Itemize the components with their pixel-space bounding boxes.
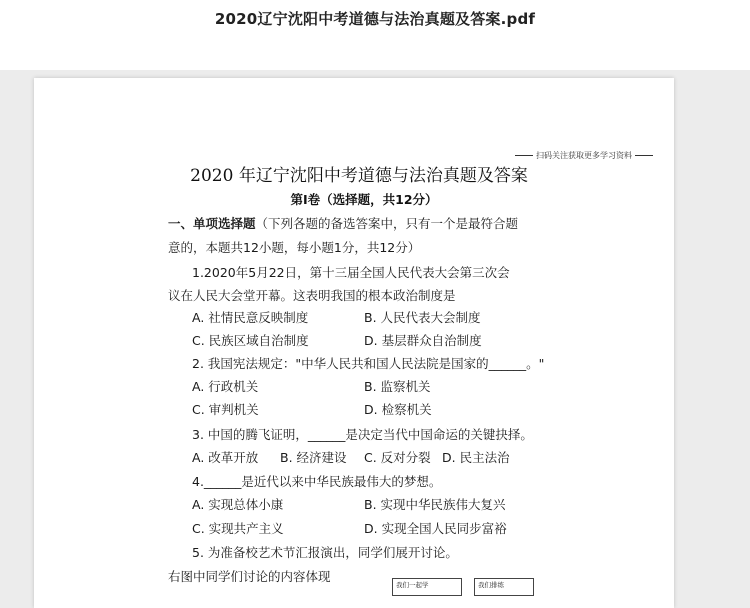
q4-option-c: C. 实现共产主义 bbox=[192, 521, 284, 536]
q2-option-d: D. 检察机关 bbox=[364, 402, 432, 417]
q3-stem: 3. 中国的腾飞证明，______是决定当代中国命运的关键抉择。 bbox=[192, 427, 533, 442]
q1-option-c: C. 民族区域自治制度 bbox=[192, 333, 309, 348]
q1-option-a: A. 社情民意反映制度 bbox=[192, 310, 309, 325]
q1-stem: 1.2020年5月22日，第十三届全国人民代表大会第三次会 bbox=[192, 265, 510, 280]
q4-stem: 4.______是近代以来中华民族最伟大的梦想。 bbox=[192, 474, 442, 489]
figure-panel-1 bbox=[392, 578, 462, 596]
q2-option-a: A. 行政机关 bbox=[192, 379, 259, 394]
q5-stem-cont: 右图中同学们讨论的内容体现 bbox=[168, 569, 331, 584]
section-heading-line bbox=[168, 214, 518, 232]
q3-option-d: D. 民主法治 bbox=[442, 450, 510, 465]
q2-stem: 2. 我国宪法规定："中华人民共和国人民法院是国家的______。" bbox=[192, 356, 545, 371]
volume-title: 第Ⅰ卷（选择题，共12分） bbox=[290, 192, 438, 207]
figure-label-2: 我们排练 bbox=[478, 581, 504, 589]
watermark-dash-right bbox=[635, 155, 653, 156]
q2-option-c: C. 审判机关 bbox=[192, 402, 259, 417]
watermark-dash-left bbox=[515, 155, 533, 156]
section-intro-cont: 意的，本题共12小题，每小题1分，共12分） bbox=[168, 240, 421, 255]
q3-option-c: C. 反对分裂 bbox=[364, 450, 431, 465]
q4-option-d: D. 实现全国人民同步富裕 bbox=[364, 521, 507, 536]
figure-panel-2 bbox=[474, 578, 534, 596]
header-bar bbox=[0, 0, 750, 70]
section-heading: 一、单项选择题 bbox=[168, 216, 256, 231]
q2-option-b: B. 监察机关 bbox=[364, 379, 431, 394]
pdf-page[interactable] bbox=[34, 78, 674, 608]
scanned-exam-page bbox=[34, 78, 674, 608]
watermark-text: 扫码关注获取更多学习资料 bbox=[512, 150, 656, 161]
file-title: 2020辽宁沈阳中考道德与法治真题及答案.pdf bbox=[214, 10, 536, 28]
q3-option-a: A. 改革开放 bbox=[192, 450, 259, 465]
q1-stem-cont: 议在人民大会堂开幕。这表明我国的根本政治制度是 bbox=[168, 288, 456, 303]
q4-option-b: B. 实现中华民族伟大复兴 bbox=[364, 497, 506, 512]
q3-option-b: B. 经济建设 bbox=[280, 450, 347, 465]
section-intro: （下列各题的备选答案中，只有一个是最符合题 bbox=[255, 216, 519, 231]
q5-stem: 5. 为准备校艺术节汇报演出，同学们展开讨论。 bbox=[192, 545, 458, 560]
q4-option-a: A. 实现总体小康 bbox=[192, 497, 284, 512]
q1-option-b: B. 人民代表大会制度 bbox=[364, 310, 481, 325]
document-title: 2020 年辽宁沈阳中考道德与法治真题及答案 bbox=[190, 166, 528, 186]
q1-option-d: D. 基层群众自治制度 bbox=[364, 333, 482, 348]
figure-label-1: 我们一起学 bbox=[396, 581, 429, 589]
